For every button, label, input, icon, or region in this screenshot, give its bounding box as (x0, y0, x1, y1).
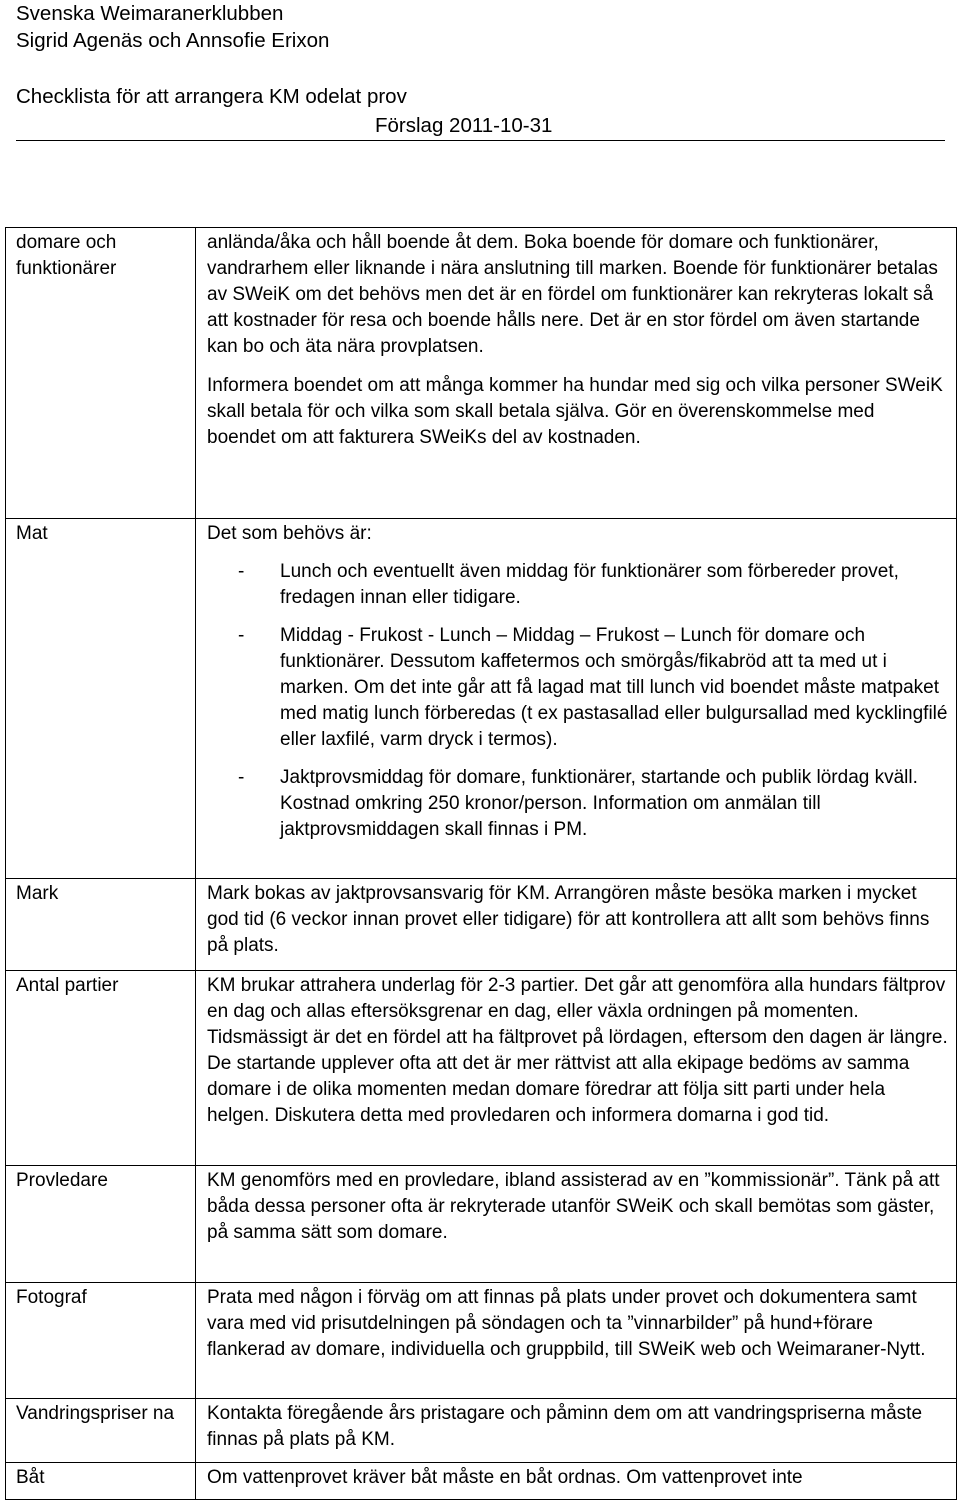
header-divider (16, 140, 945, 141)
checklist-table (5, 227, 957, 1500)
paragraph: anlända/åka och håll boende åt dem. Boka boende för domare och funktionärer, vandrarhem eller liknande i nära anslutning till marken. Boende för funktionärer betalas av SWeiK om det behövs men det är en fördel om funktionärer kan rekryteras lokalt så att kostnader för resa och boende hålls nere. Det är en stor fördel om även startande kan bo och äta nära provplatsen. (207, 232, 938, 357)
table-row (6, 971, 957, 1166)
list-item: - Lunch och eventuellt även middag för funktionärer som förbereder provet, fredagen innan eller tidigare. (238, 561, 899, 608)
paragraph: Kontakta föregående års pristagare och påminn dem om att vandringspriserna måste finnas på plats på KM. (207, 1403, 923, 1450)
authors: Sigrid Agenäs och Annsofie Erixon (16, 29, 330, 52)
table-row (6, 228, 957, 519)
document-date: Förslag 2011-10-31 (375, 114, 553, 137)
bullet-list (207, 559, 948, 843)
dash-bullet: - (238, 625, 245, 646)
paragraph: Prata med någon i förväg om att finnas på plats under provet och dokumentera samt vara med vid prisutdelningen på söndagen och ta ”vinnarbilder” på hund+förare flankerad av domare, individuella och gruppbild, till SWeiK web och Weimaraner-Nytt. (207, 1287, 926, 1360)
club-name: Svenska Weimaranerklubben (16, 2, 284, 25)
table-row (6, 879, 957, 971)
list-item: - Middag - Frukost - Lunch – Middag – Frukost – Lunch för domare och funktionärer. Dessutom kaffetermos och smörgås/fikabröd att ta med ut i marken. Om det inte går att få lagad mat till lunch vid boendet måste matpaket med matig lunch förberedas (t ex pastasallad eller bulgursallad med kycklingfilé eller laxfilé, varm dryck i termos). (238, 625, 948, 750)
table-row (6, 519, 957, 879)
row-label: Antal partier (6, 971, 196, 1166)
table-row (6, 1166, 957, 1283)
paragraph: Mark bokas av jaktprovsansvarig för KM. Arrangören måste besöka marken i mycket god tid (6 veckor innan provet eller tidigare) för att kontrollera att allt som behövs finns på plats. (207, 883, 930, 956)
list-item: - Jaktprovsmiddag för domare, funktionärer, startande och publik lördag kväll. Kostnad omkring 250 kronor/person. Information om anmälan till jaktprovsmiddagen skall finnas i PM. (238, 767, 918, 840)
table-row (6, 1399, 957, 1463)
row-label: Båt (6, 1463, 196, 1500)
paragraph: KM genomförs med en provledare, ibland assisterad av en ”kommissionär”. Tänk på att båda dessa personer ofta är rekryterade utanför SWeiK och skall bemötas som gäster, på samma sätt som domare. (207, 1170, 940, 1243)
row-label: Vandringspriser na (6, 1399, 196, 1463)
row-content (196, 1283, 957, 1399)
row-label: domare och funktionärer (6, 228, 196, 519)
paragraph: Om vattenprovet kräver båt måste en båt ordnas. Om vattenprovet inte (207, 1467, 803, 1488)
row-content (196, 519, 957, 879)
table-row (6, 1463, 957, 1500)
row-content (196, 1166, 957, 1283)
dash-bullet: - (238, 767, 245, 788)
row-content (196, 1399, 957, 1463)
dash-bullet: - (238, 561, 245, 582)
table-row (6, 1283, 957, 1399)
row-content (196, 228, 957, 519)
row-label: Mat (6, 519, 196, 879)
row-content (196, 879, 957, 971)
row-label: Mark (6, 879, 196, 971)
paragraph: KM brukar attrahera underlag för 2-3 partier. Det går att genomföra alla hundars fältprov en dag och allas eftersöksgrenar en dag, eller växla ordningen på momenten. Tidsmässigt är det en fördel att ha fältprovet på lördagen, eftersom den dagen är längre. De startande upplever ofta att det är mer rättvist att alla ekipage bedöms av samma domare i de olika momenten medan domare föredrar att följa sitt parti under hela helgen. Diskutera detta med provledaren och informera domarna i god tid. (207, 975, 948, 1126)
paragraph: Informera boendet om att många kommer ha hundar med sig och vilka personer SWeiK skall betala för och vilka som skall betala själva. Gör en överenskommelse med boendet om att fakturera SWeiKs del av kostnaden. (207, 375, 943, 448)
row-content (196, 971, 957, 1166)
row-label: Fotograf (6, 1283, 196, 1399)
list-intro: Det som behövs är: (207, 523, 372, 544)
document-title: Checklista för att arrangera KM odelat prov (16, 85, 407, 108)
row-label: Provledare (6, 1166, 196, 1283)
row-content (196, 1463, 957, 1500)
